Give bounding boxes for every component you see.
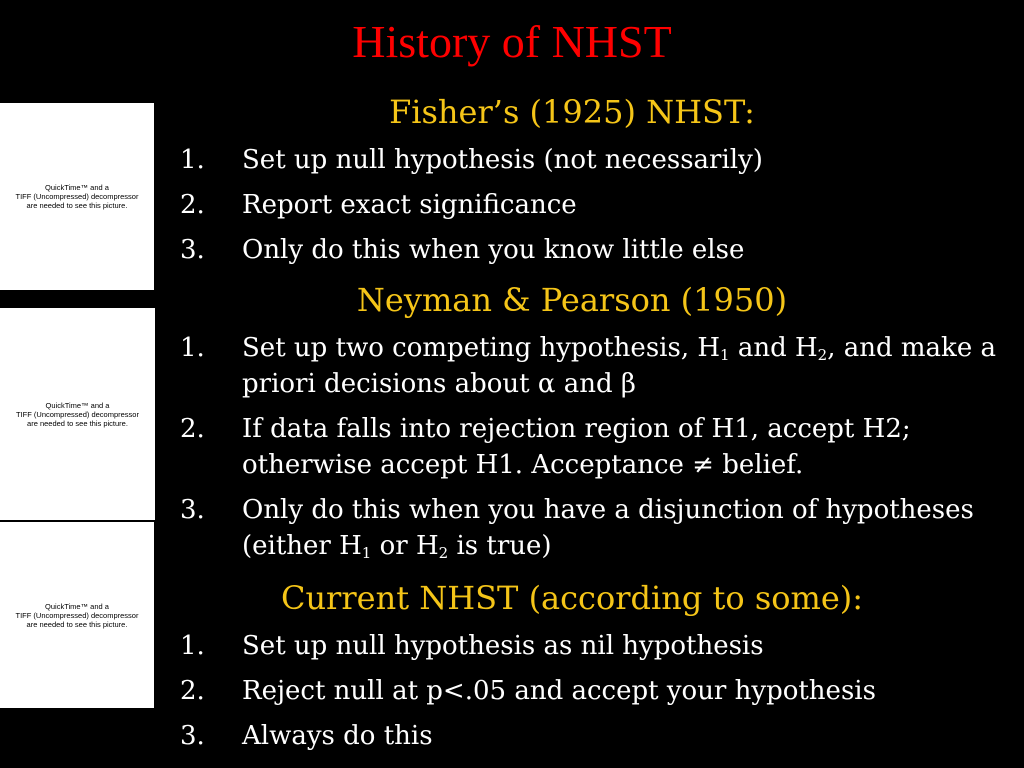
item-number: 2. xyxy=(180,190,205,220)
slide-title: History of NHST xyxy=(352,16,672,67)
item-text: If data falls into rejection region of H1, accept H2; otherwise accept H1. Acceptance ≠ belief. xyxy=(242,414,911,480)
placeholder-message: QuickTime™ and a TIFF (Uncompressed) decompressor are needed to see this picture. xyxy=(15,183,139,210)
fisher-heading: Fisher’s (1925) NHST: xyxy=(389,93,755,131)
item-text: Always do this xyxy=(242,721,433,751)
item-number: 1. xyxy=(180,333,205,363)
item-text: Only do this when you have a disjunction of hypotheses (either $H_1$ or $H_2$ is true) xyxy=(242,495,974,562)
item-number: 2. xyxy=(180,676,205,706)
current-nhst-heading: Current NHST (according to some): xyxy=(280,579,864,617)
item-text: Report exact significance xyxy=(242,190,577,220)
item-text: Set up null hypothesis (not necessarily) xyxy=(242,145,763,175)
neyman-pearson-heading: Neyman & Pearson (1950) xyxy=(356,281,788,319)
item-number: 3. xyxy=(180,235,205,265)
placeholder-message: QuickTime™ and a TIFF (Uncompressed) decompressor are needed to see this picture. xyxy=(16,400,139,428)
item-number: 3. xyxy=(180,721,205,751)
image-placeholder-3 xyxy=(0,522,154,708)
item-number: 2. xyxy=(180,414,205,444)
item-text: Set up null hypothesis as nil hypothesis xyxy=(242,631,764,661)
image-placeholder-2 xyxy=(0,308,155,520)
item-text: Only do this when you know little else xyxy=(242,235,745,265)
item-text: Reject null at p<.05 and accept your hypothesis xyxy=(242,676,876,706)
item-text: Set up two competing hypothesis, $H_1$ and $H_2$, and make a priori decisions about α and β xyxy=(242,333,996,399)
item-number: 3. xyxy=(180,495,205,525)
item-number: 1. xyxy=(180,145,205,175)
placeholder-message: QuickTime™ and a TIFF (Uncompressed) decompressor are needed to see this picture. xyxy=(15,601,139,629)
image-placeholder-1 xyxy=(0,103,154,290)
item-number: 1. xyxy=(180,631,205,661)
